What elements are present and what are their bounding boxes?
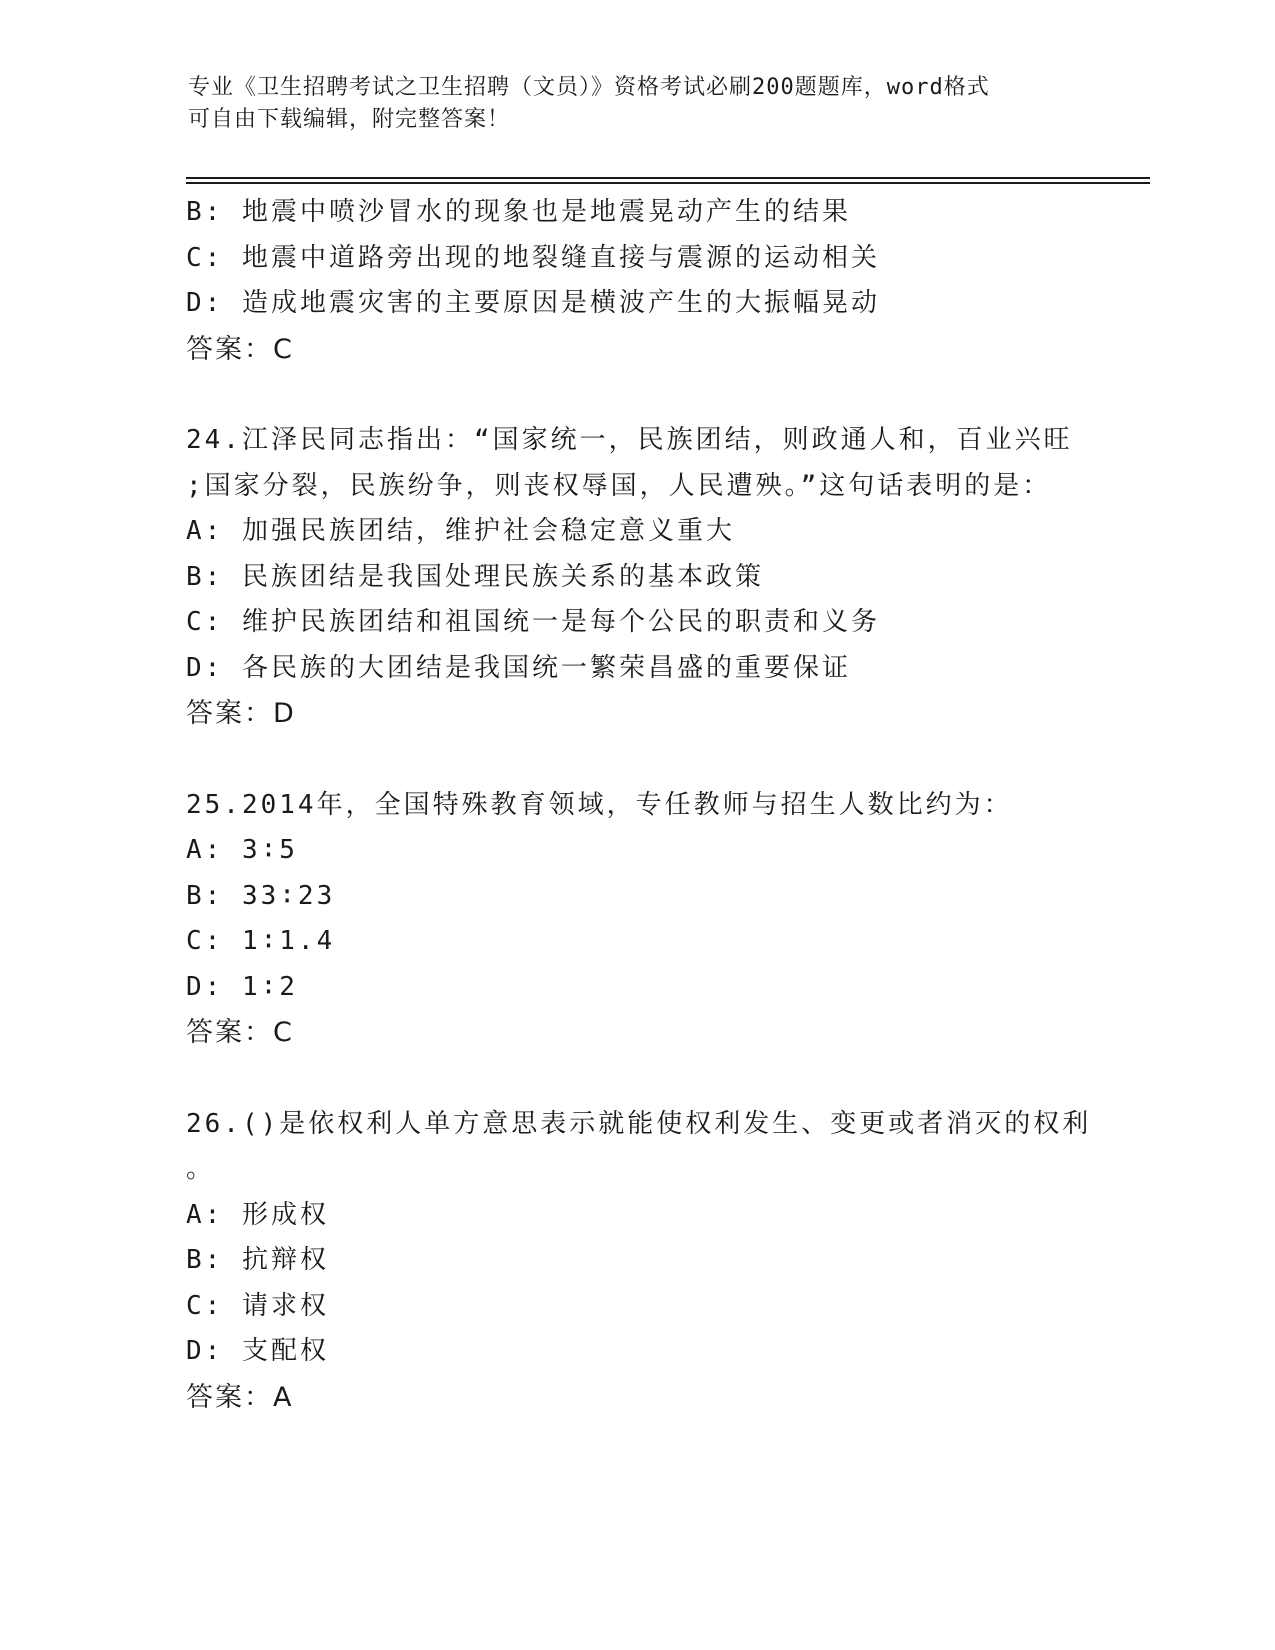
question-25 — [186, 783, 1086, 1056]
answer-line: 答案：C — [186, 333, 294, 365]
option-a: A: 3∶5 — [186, 835, 298, 865]
page-header — [188, 72, 1068, 136]
question-23-continued — [186, 190, 1086, 372]
spacer — [186, 1056, 1086, 1102]
question-stem-line-1: 24.江泽民同志指出：“国家统一，民族团结，则政通人和，百业兴旺 — [186, 425, 1073, 455]
option-a: A: 加强民族团结，维护社会稳定意义重大 — [186, 516, 735, 546]
answer-line: 答案：D — [186, 698, 296, 729]
option-b: B: 地震中喷沙冒水的现象也是地震晃动产生的结果 — [186, 197, 851, 227]
question-content — [186, 190, 1092, 1420]
option-c: C: 地震中道路旁出现的地裂缝直接与震源的运动相关 — [186, 242, 880, 273]
spacer — [186, 372, 1086, 418]
header-line-1: 专业《卫生招聘考试之卫生招聘（文员）》资格考试必刷200题题库，word格式 — [188, 75, 990, 100]
option-b: B: 33∶23 — [186, 880, 336, 911]
question-stem-line-1: 25.2014年，全国特殊教育领域，专任教师与招生人数比约为： — [186, 789, 1013, 820]
option-d: D: 各民族的大团结是我国统一繁荣昌盛的重要保证 — [186, 652, 851, 683]
header-line-2: 可自由下载编辑，附完整答案！ — [188, 107, 511, 132]
option-a: A: 形成权 — [186, 1199, 329, 1230]
question-stem-line-2: ;国家分裂，民族纷争，则丧权辱国，人民遭殃。”这句话表明的是： — [186, 470, 1052, 501]
question-24 — [186, 418, 1086, 737]
answer-line: 答案：A — [186, 1381, 294, 1413]
question-stem-line-1: 26.()是依权利人单方意思表示就能使权利发生、变更或者消灭的权利 — [186, 1108, 1092, 1139]
option-c: C: 维护民族团结和祖国统一是每个公民的职责和义务 — [186, 607, 880, 637]
option-c: C: 1∶1.4 — [186, 926, 336, 956]
question-stem-line-2: 。 — [186, 1154, 216, 1184]
question-26 — [186, 1102, 1092, 1421]
option-b: B: 民族团结是我国处理民族关系的基本政策 — [186, 561, 764, 592]
header-rule-bottom — [186, 182, 1150, 184]
option-d: D: 造成地震灾害的主要原因是横波产生的大振幅晃动 — [186, 288, 880, 318]
option-b: B: 抗辩权 — [186, 1245, 329, 1275]
option-c: C: 请求权 — [186, 1290, 329, 1321]
header-rule-top — [186, 177, 1150, 179]
answer-line: 答案：C — [186, 1017, 294, 1048]
option-d: D: 支配权 — [186, 1336, 329, 1366]
option-d: D: 1∶2 — [186, 971, 298, 1002]
spacer — [186, 737, 1086, 783]
